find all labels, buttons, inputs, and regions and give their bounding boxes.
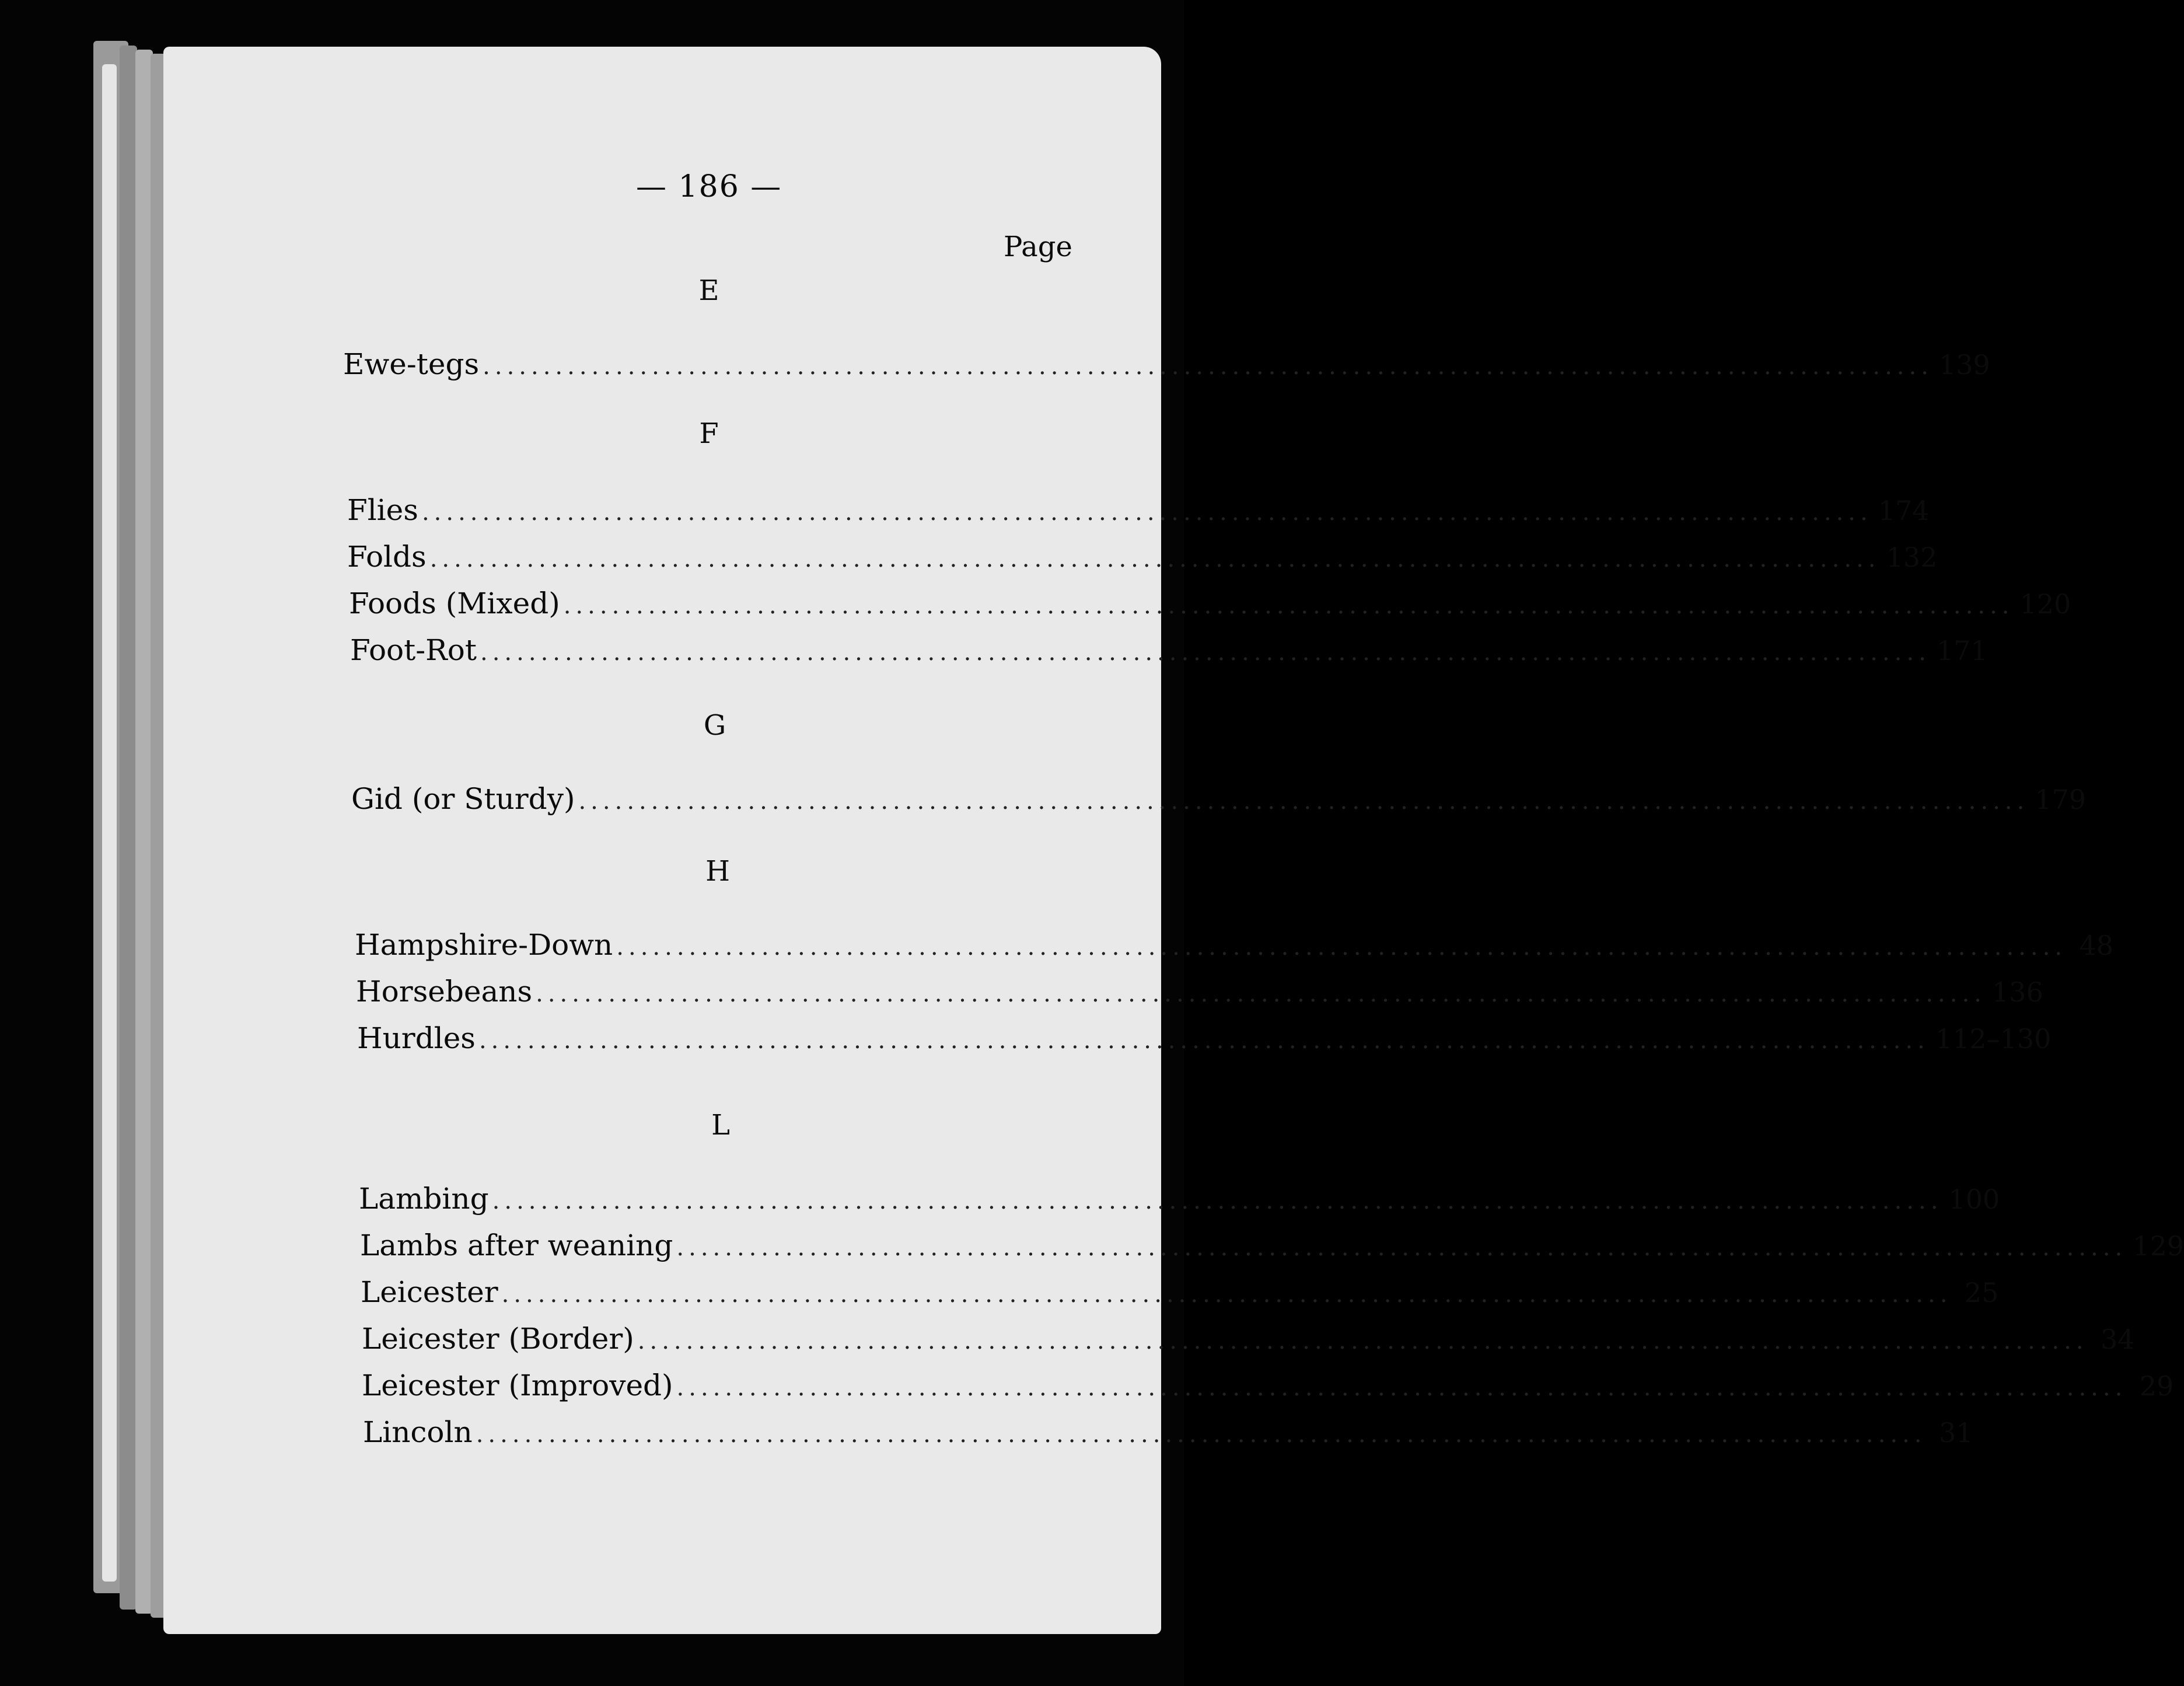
index-entry [362,1369,2174,1409]
entry-term: Lincoln [363,1415,473,1449]
dot-leader: ........................................................................................................................ [492,1188,1943,1214]
index-entry [343,347,1990,388]
entry-page: 34 [2101,1324,2135,1355]
dot-leader: ........................................................................................................................ [429,546,1881,573]
entry-term: Gid (or Sturdy) [351,782,575,816]
entry-page: 112–130 [1935,1023,2052,1055]
index-entry [359,1182,2000,1223]
index-entry [351,782,2087,823]
entry-page: 179 [2035,784,2087,815]
dot-leader: ........................................................................................................................ [616,934,2067,961]
dot-leader: ........................................................................................................................ [421,499,1872,526]
index-entry [356,975,2043,1015]
dot-leader: ........................................................................................................................ [676,1234,2127,1261]
dot-leader: ........................................................................................................................ [476,1421,1927,1448]
entry-page: 136 [1991,976,2043,1008]
page-column-header: Page [1004,231,1072,263]
entry-term: Leicester (Improved) [362,1369,673,1402]
entry-term: Flies [347,493,418,527]
section-letter-e: E [698,274,719,307]
dot-leader: ........................................................................................................................ [480,639,1931,666]
index-entry [363,1415,1973,1456]
entry-term: Ewe-tegs [343,347,480,381]
page-edge [120,46,137,1610]
index-entry [361,1275,1999,1316]
dot-leader: ........................................................................................................................ [478,1027,1930,1054]
dot-leader: ........................................................................................................................ [676,1374,2127,1401]
entry-term: Leicester (Border) [362,1322,634,1356]
index-entry [360,1228,2184,1269]
index-entry [357,1021,2052,1062]
index-entry [349,587,2071,627]
entry-page: 100 [1948,1184,2000,1215]
section-letter-l: L [711,1109,730,1142]
entry-page: 29 [2139,1370,2174,1402]
dot-leader: ........................................................................................................................ [563,592,2014,619]
section-letter-f: F [699,417,719,450]
index-entry [355,928,2114,969]
entry-page: 174 [1878,495,1930,526]
dot-leader: ........................................................................................................................ [483,353,1933,380]
dot-leader: ........................................................................................................................ [637,1328,2088,1355]
entry-term: Lambs after weaning [360,1228,673,1262]
entry-page: 120 [2019,588,2071,620]
entry-term: Foot-Rot [350,633,477,667]
entry-term: Leicester [361,1275,498,1309]
entry-term: Lambing [359,1182,489,1216]
page-edge [102,64,117,1582]
index-page [163,47,2184,1634]
index-entry [347,493,1930,534]
section-letter-h: H [705,855,730,888]
entry-page: 171 [1936,635,1988,666]
index-entry [350,633,1988,674]
entry-term: Foods (Mixed) [349,587,560,620]
section-letter-g: G [703,709,726,742]
entry-term: Hurdles [357,1021,476,1055]
index-entry [362,1322,2135,1363]
entry-term: Folds [347,540,427,574]
entry-page: 129 [2133,1230,2184,1262]
entry-page: 48 [2079,930,2114,961]
page-number: — 186 — [636,169,782,204]
entry-page: 132 [1886,542,1938,573]
dot-leader: ........................................................................................................................ [536,980,1986,1007]
entry-page: 31 [1938,1417,1973,1448]
entry-page: 139 [1938,349,1990,381]
index-entry [347,540,1938,581]
dot-leader: ........................................................................................................................ [501,1281,1952,1308]
dot-leader: ........................................................................................................................ [578,788,2029,815]
entry-term: Hampshire-Down [355,928,613,962]
entry-page: 25 [1964,1277,1999,1308]
entry-term: Horsebeans [356,975,533,1008]
